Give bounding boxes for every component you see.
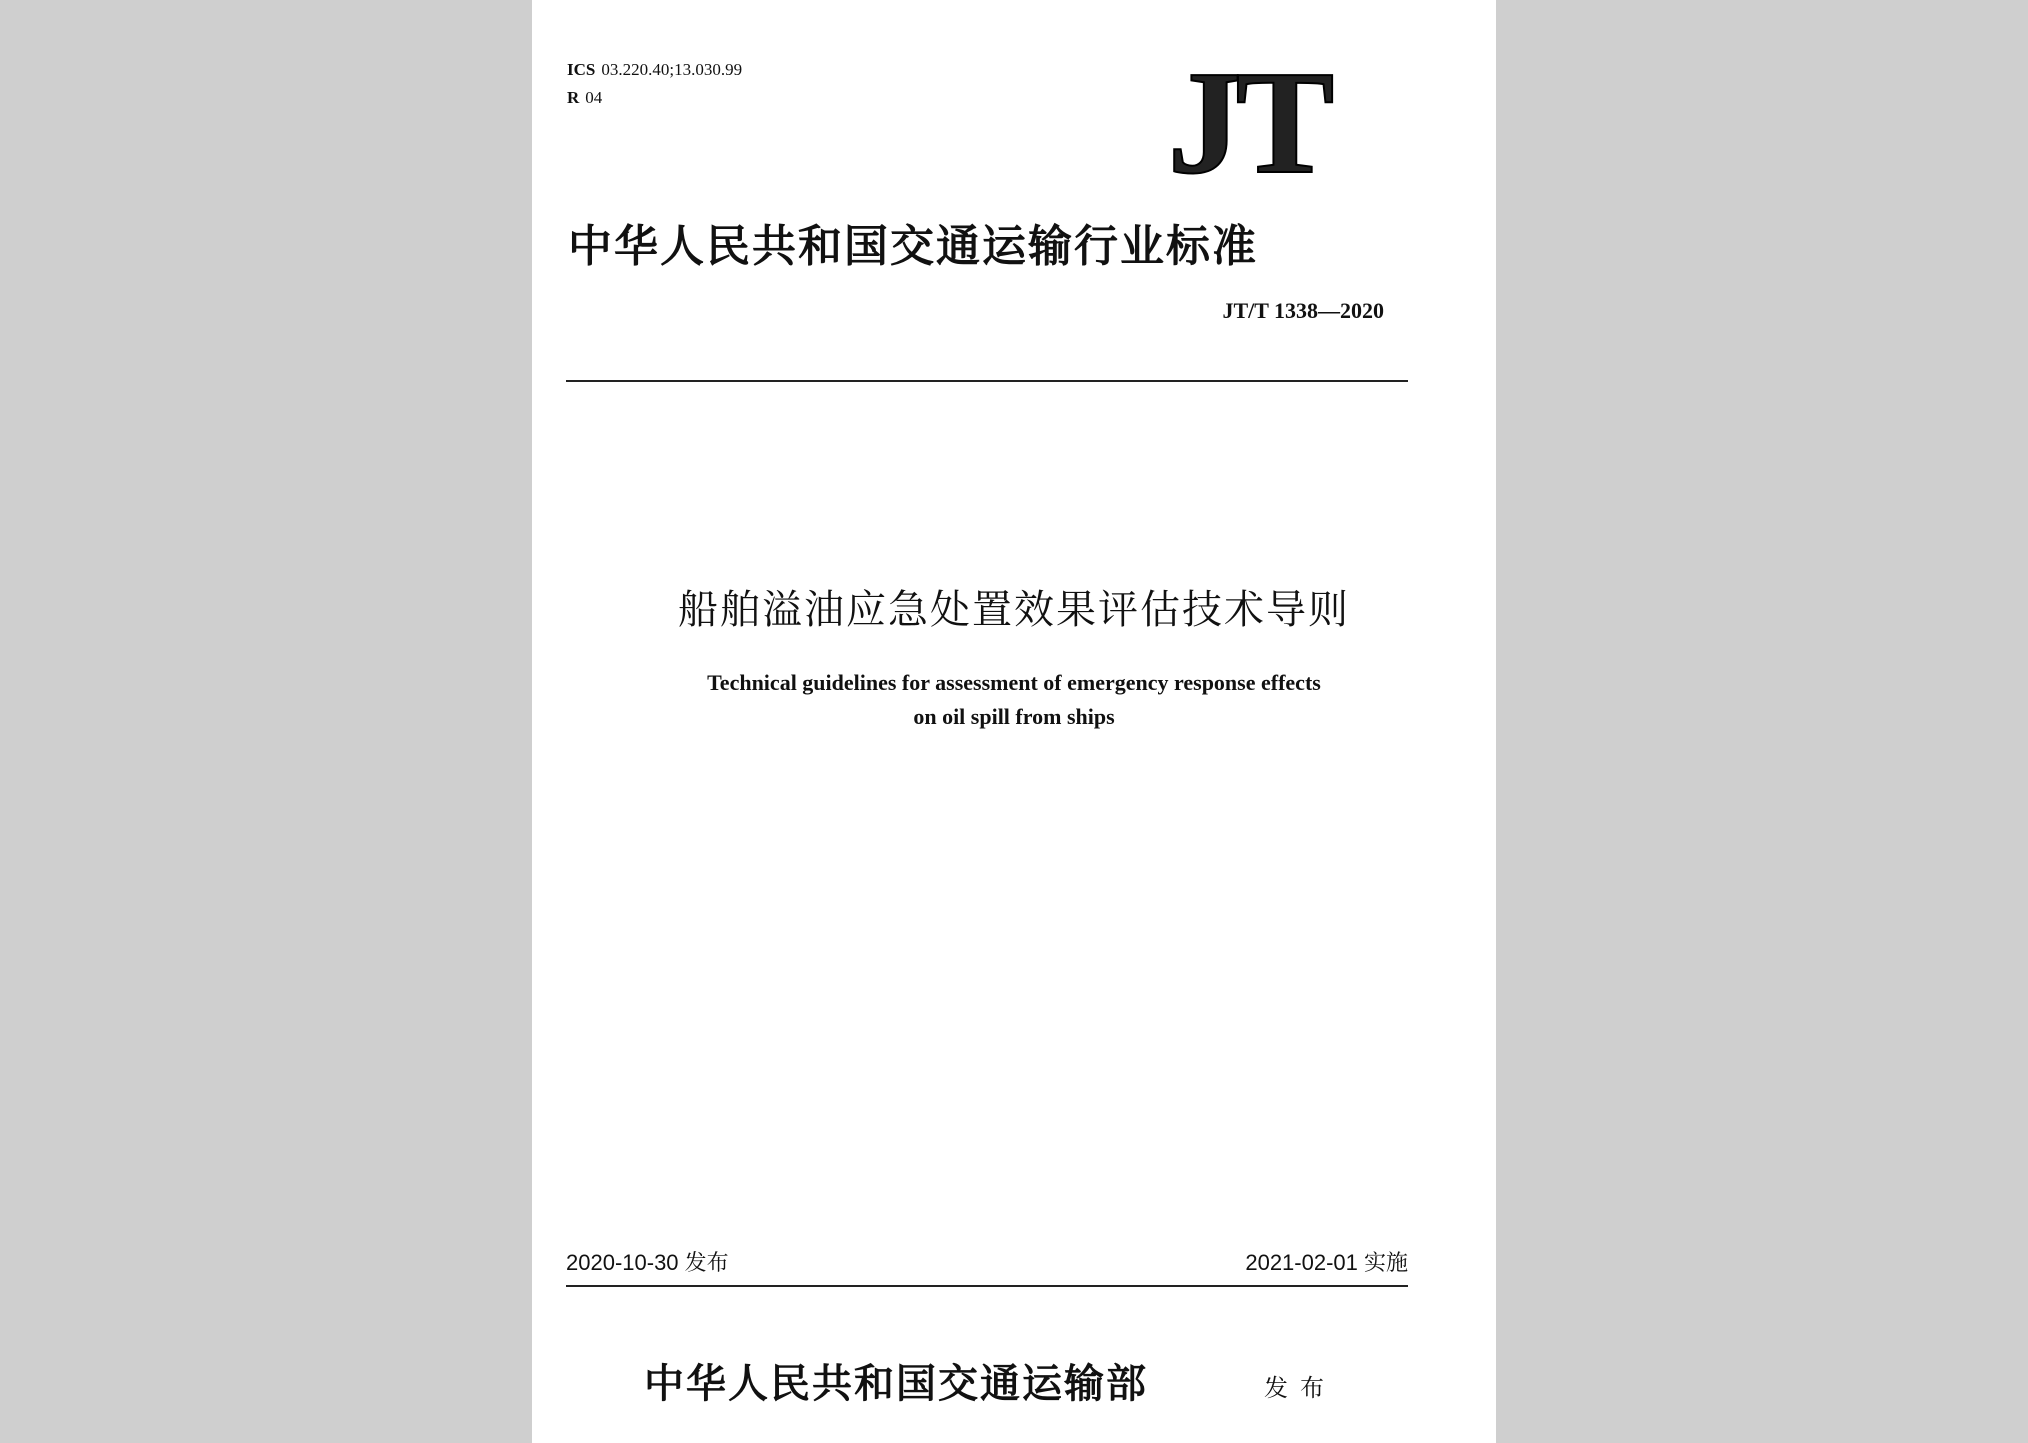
footer-divider [566,1285,1408,1287]
issue-date: 2020-10-30 发布 [566,1250,729,1275]
issuing-ministry: 中华人民共和国交通运输部 [644,1360,1148,1407]
ccs-code-line [567,88,602,108]
ics-code: 03.220.40;13.030.99 [601,60,743,79]
standard-number: JT/T 1338—2020 [1222,298,1384,323]
jt-logo [1148,54,1348,184]
english-title-line-2: on oil spill from ships [913,704,1115,729]
document-page [532,0,1496,1443]
header-divider [566,380,1408,382]
implementation-date: 2021-02-01 实施 [1245,1250,1408,1275]
document-title-english [532,666,1496,734]
ics-label: ICS [567,60,596,79]
ccs-label: R [567,88,580,107]
ics-code-line [567,60,742,80]
ccs-code: 04 [585,88,603,107]
industry-standard-title: 中华人民共和国交通运输行业标准 [568,221,1258,272]
logo-text: JT [1167,54,1329,184]
english-title-line-1: Technical guidelines for assessment of emergency response effects [707,670,1321,695]
document-title-chinese: 船舶溢油应急处置效果评估技术导则 [678,587,1350,633]
publish-label: 发布 [1264,1374,1336,1402]
